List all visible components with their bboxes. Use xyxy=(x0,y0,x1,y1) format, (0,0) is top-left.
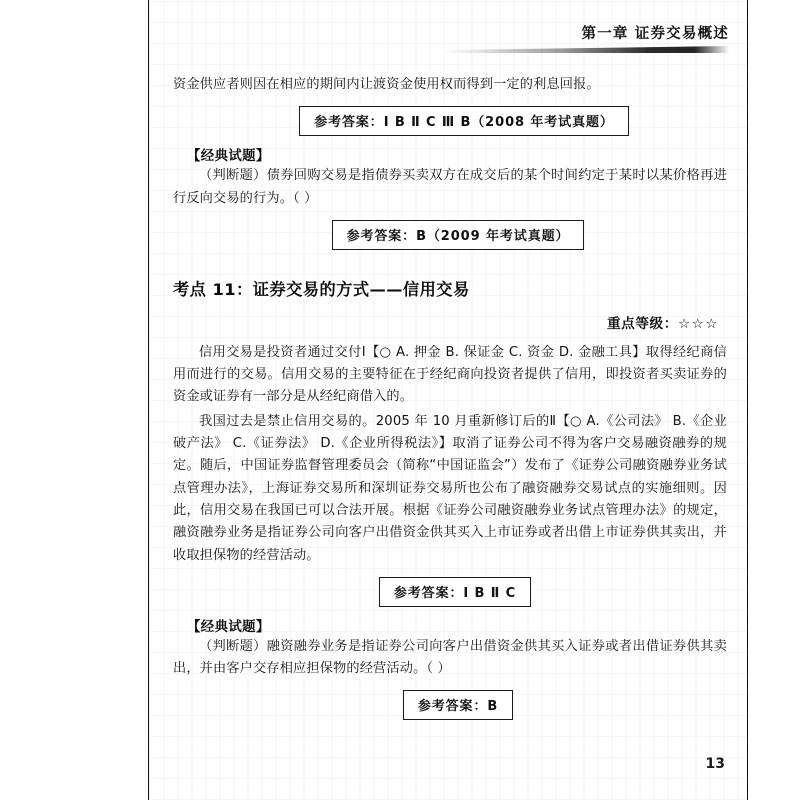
answer-box-row xyxy=(173,220,727,250)
answer-box-row xyxy=(173,690,727,720)
importance-level-label: 重点等级： xyxy=(606,315,678,332)
body-paragraph-2: 我国过去是禁止信用交易的。2005 年 10 月重新修订后的Ⅱ【○ A.《公司法》 B.《企业破产法》 C.《证券法》 D.《企业所得税法》】取消了证券公司不得为客户交易融资融券的规定。随后，中国证券监督管理委员会（简称“中国证监会”）发布了《证券公司融资融券业务试点管理办法》，上海证券交易所和深圳证券交易所也公布了融资融券交易试点的实施细则。因此，信用交易在我国已可以合法开展。根据《证券公司融资融券业务试点管理办法》的规定，融资融券业务是指证券公司向客户出借资金供其买入上市证券或者出借上市证券供其卖出，并收取担保物的经营活动。 xyxy=(173,413,727,563)
answer-box-row xyxy=(173,106,727,136)
reference-answer-box-1: 参考答案：Ⅰ B Ⅱ C Ⅲ B（2008 年考试真题） xyxy=(299,106,629,136)
classic-question-text-1: （判断题）债券回购交易是指债券买卖双方在成交后的某个时间约定于某时以某价格再进行反向交易的行为。（ ） xyxy=(173,168,727,206)
opening-paragraph: 资金供应者则因在相应的期间内让渡资金使用权而得到一定的利息回报。 xyxy=(173,77,600,92)
answer-box-row xyxy=(173,577,727,607)
text-column xyxy=(173,74,727,726)
classic-question-text-2: （判断题）融资融券业务是指证券公司向客户出借资金供其买入证券或者出借证券供其卖出，并由客户交存相应担保物的经营活动。（ ） xyxy=(173,638,727,677)
page-number: 13 xyxy=(705,756,725,772)
book-page xyxy=(148,0,748,800)
running-head-title: 第一章 证券交易概述 xyxy=(581,26,729,42)
running-head-rule xyxy=(443,46,729,53)
reference-answer-box-2: 参考答案：B（2009 年考试真题） xyxy=(332,220,585,250)
left-margin xyxy=(0,0,148,800)
classic-question-label-2: 【经典试题】 xyxy=(187,619,270,635)
importance-level-line xyxy=(173,312,727,332)
right-margin xyxy=(748,0,800,800)
body-paragraph-1: 信用交易是投资者通过交付Ⅰ【○ A. 押金 B. 保证金 C. 资金 D. 金融工具】取得经纪商信用而进行的交易。信用交易的主要特征在于经纪商向投资者提供了信用，即投资者买卖证券的资金或证券有一部分是从经纪商借入的。 xyxy=(173,344,727,405)
reference-answer-box-3: 参考答案：Ⅰ B Ⅱ C xyxy=(379,577,531,607)
reference-answer-box-4: 参考答案：B xyxy=(403,690,513,720)
classic-question-label-1: 【经典试题】 xyxy=(187,149,270,165)
section-heading-kaodian-11: 考点 11：证券交易的方式——信用交易 xyxy=(173,279,470,299)
running-head xyxy=(429,22,729,43)
importance-level-stars: ☆☆☆ xyxy=(677,315,719,332)
